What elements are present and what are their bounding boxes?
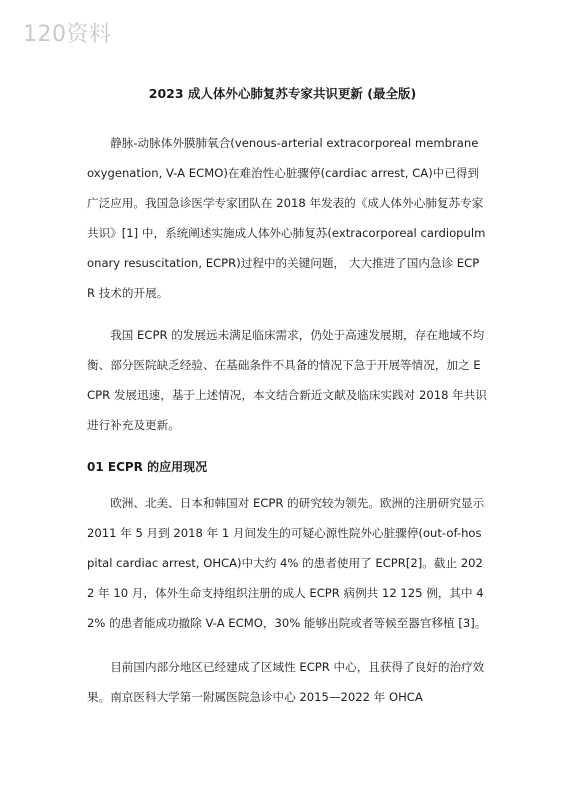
- paragraph-intro-1: 静脉-动脉体外膜肺氧合(venous-arterial extracorporeal membrane oxygenation, V-A ECMO)在难治性心脏骤停(cardiac arrest, CA)中已得到广泛应用。我国急诊医学专家团队在 2018 年发表的《成人体外心肺复苏专家共识》[1] 中，系统阐述实施成人体外心肺复苏(extracorporeal cardiopulmonary resuscitation, ECPR)过程中的关键问题， 大大推进了国内急诊 ECPR 技术的开展。: [87, 136, 486, 300]
- paragraph-intro-2: 我国 ECPR 的发展远未满足临床需求，仍处于高速发展期，存在地域不均衡、部分医院缺乏经验、在基础条件不具备的情况下急于开展等情况，加之 ECPR 发展迅速，基于上述情况，本文结合新近文献及临床实践对 2018 年共识进行补充及更新。: [87, 328, 487, 432]
- section-heading: 01 ECPR 的应用现况: [87, 460, 208, 474]
- document-body: [87, 128, 487, 726]
- paragraph-section-2: 目前国内部分地区已经建成了区域性 ECPR 中心，且获得了良好的治疗效果。南京医科大学第一附属医院急诊中心 2015—2022 年 OHCA: [87, 660, 485, 704]
- watermark: 120资料: [23, 22, 112, 47]
- document-title: 2023 成人体外心肺复苏专家共识更新 (最全版): [148, 86, 417, 101]
- paragraph-section-1: 欧洲、北美、日本和韩国对 ECPR 的研究较为领先。欧洲的注册研究显示 2011 年 5 月到 2018 年 1 月间发生的可疑心源性院外心脏骤停(out-of-hospital cardiac arrest, OHCA)中大约 4% 的患者使用了 ECPR[2]。截止 2022 年 10 月，体外生命支持组织注册的成人 ECPR 病例共 12 125 例，其中 42% 的患者能成功撤除 V-A ECMO，30% 能够出院或者等候至器官移植 [3]。: [87, 496, 487, 630]
